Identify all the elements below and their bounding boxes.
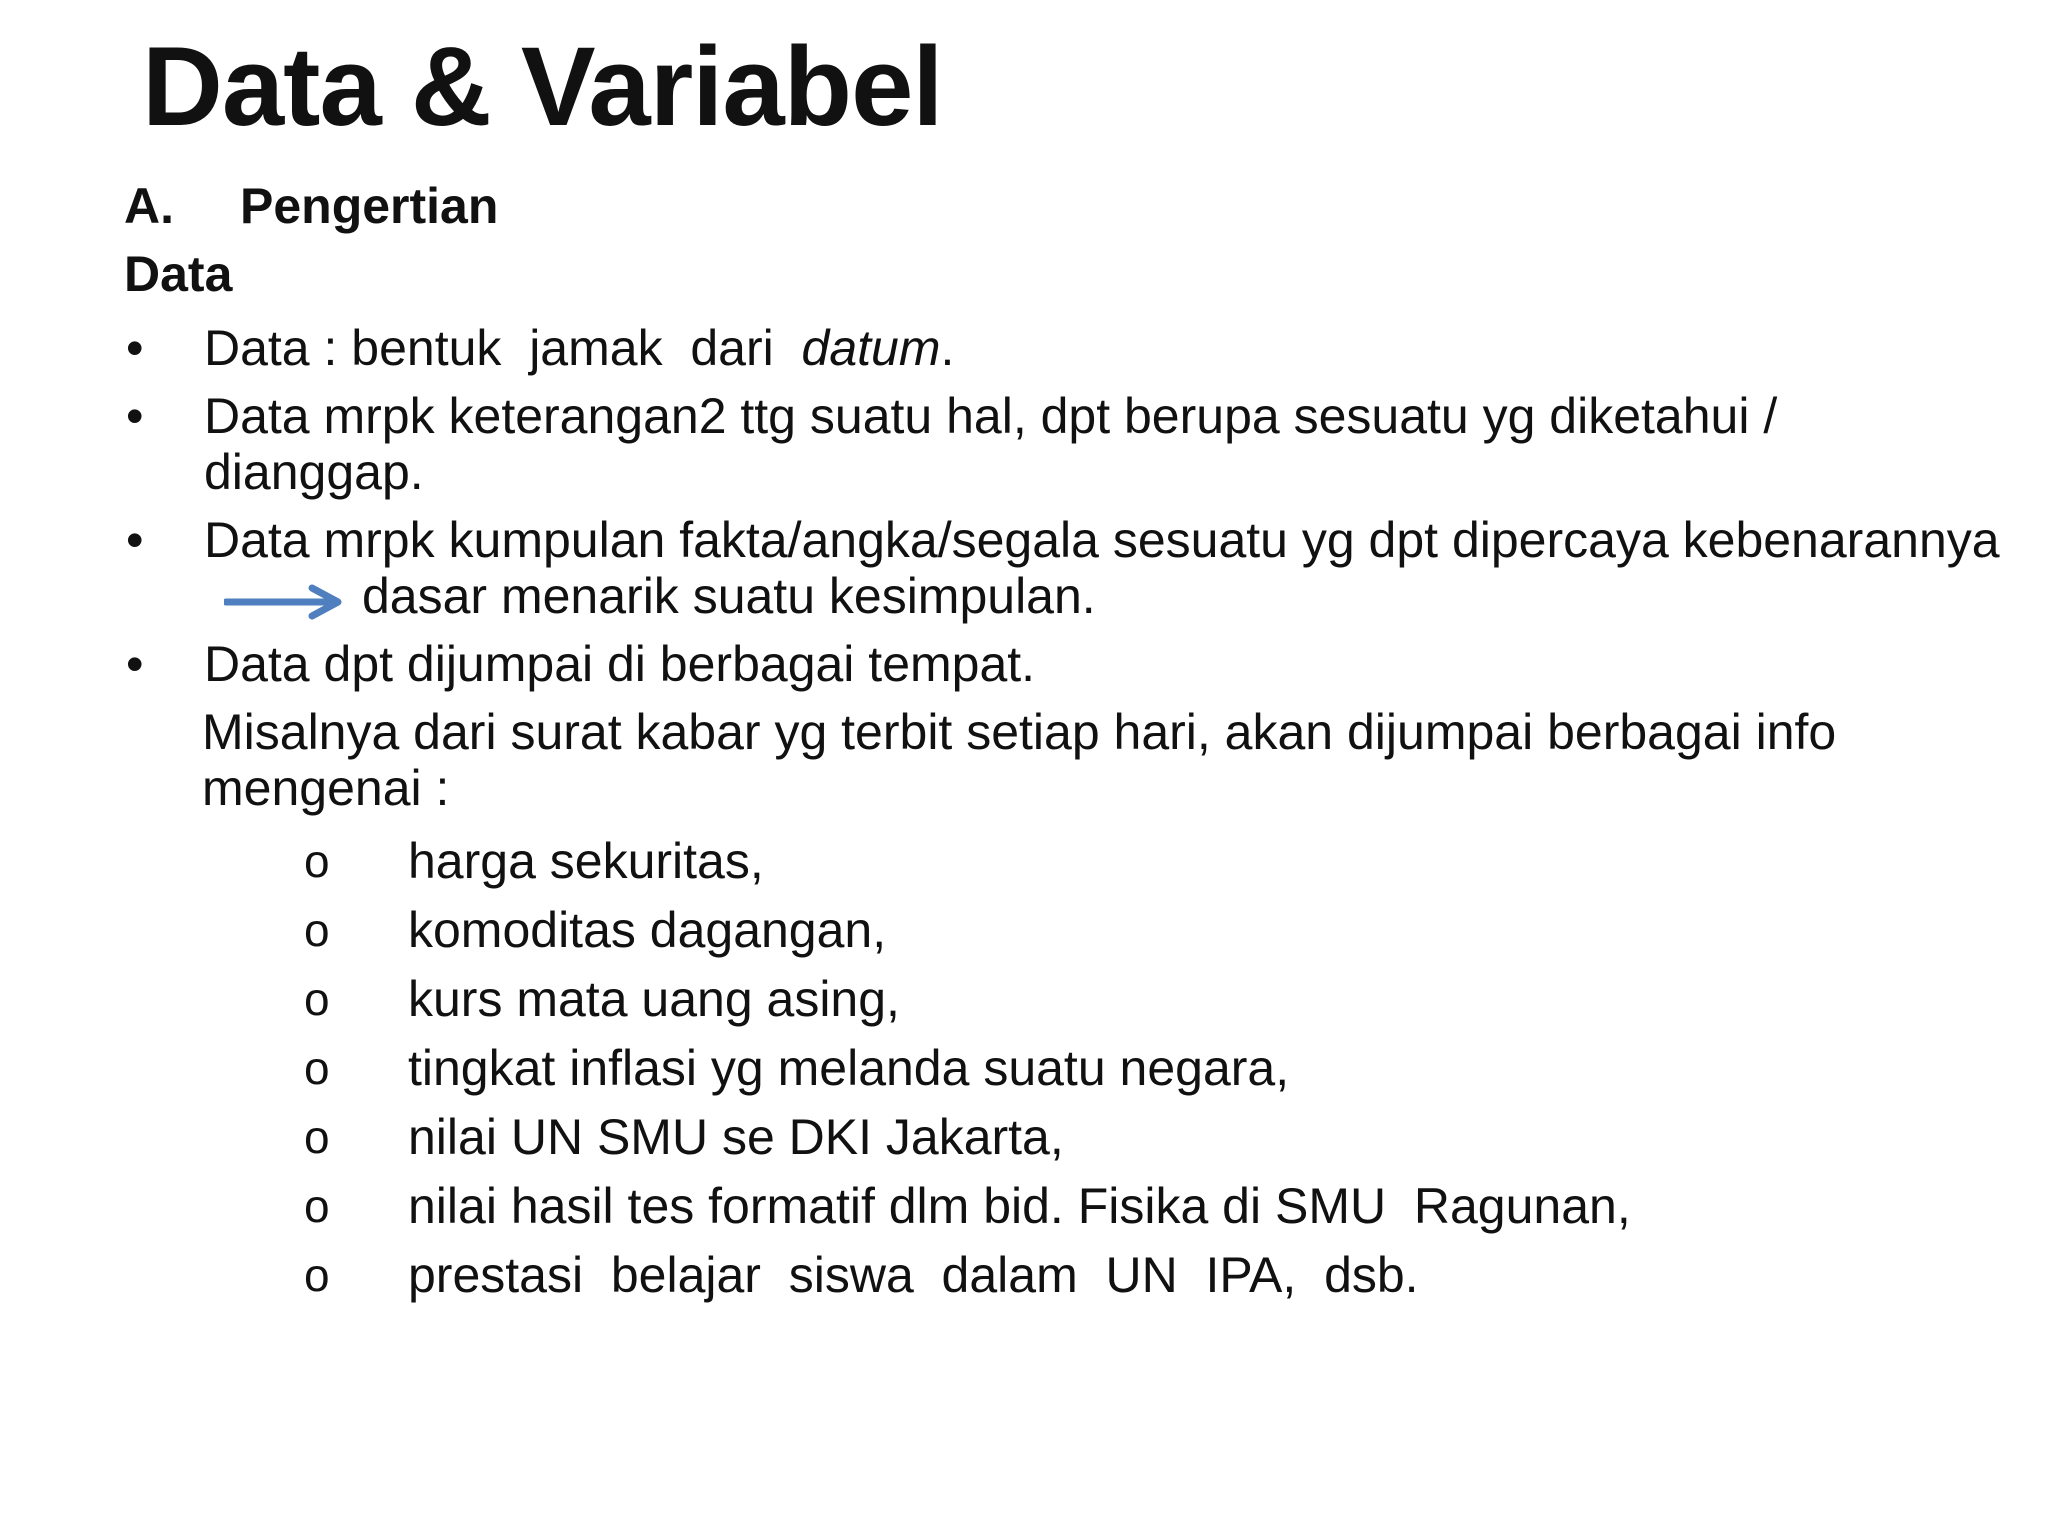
sub-bullet-marker: o: [304, 1041, 330, 1094]
bullet-marker: •: [126, 320, 144, 376]
list-item-text: komoditas dagangan,: [408, 901, 887, 958]
list-item: [124, 1240, 2004, 1309]
list-item-text: kurs mata uang asing,: [408, 970, 900, 1027]
sub-list: [124, 826, 2004, 1309]
list-item: [124, 1102, 2004, 1171]
bullet-item: [124, 636, 2004, 692]
sub-bullet-marker: o: [304, 1248, 330, 1301]
list-item-text: tingkat inflasi yg melanda suatu negara,: [408, 1039, 1290, 1096]
bullet-text-part: Data mrpk kumpulan fakta/angka/segala sesuatu yg dpt dipercaya kebenarannya: [204, 512, 2000, 568]
bullet-marker: •: [126, 512, 144, 568]
sub-bullet-marker: o: [304, 972, 330, 1025]
list-item: [124, 895, 2004, 964]
bullet-italic-term: datum: [801, 320, 941, 376]
section-letter: A.: [124, 178, 174, 234]
bullet-marker: •: [126, 388, 144, 444]
list-item: [124, 1033, 2004, 1102]
right-arrow-icon: [224, 580, 346, 620]
section-heading-text: Pengertian: [240, 178, 499, 234]
bullet-item: [124, 388, 2004, 500]
sub-heading: Data: [124, 246, 233, 302]
list-item-text: harga sekuritas,: [408, 832, 764, 889]
bullet-item: [124, 320, 2004, 376]
bullet-text: Data mrpk keterangan2 ttg suatu hal, dpt berupa sesuatu yg diketahui / dianggap.: [204, 388, 1778, 500]
list-item: [124, 1171, 2004, 1240]
sub-bullet-marker: o: [304, 1110, 330, 1163]
sub-bullet-marker: o: [304, 1179, 330, 1232]
bullet-item: [124, 512, 2004, 624]
continuation-text: Misalnya dari surat kabar yg terbit setiap hari, akan dijumpai berbagai info mengenai :: [202, 704, 1837, 816]
list-item: [124, 964, 2004, 1033]
sub-bullet-marker: o: [304, 903, 330, 956]
bullet-text: Data dpt dijumpai di berbagai tempat.: [204, 636, 1036, 692]
bullet-text: [204, 512, 2004, 624]
bullet-text-part: .: [940, 320, 955, 376]
list-item-text: nilai hasil tes formatif dlm bid. Fisika di SMU Ragunan,: [408, 1177, 1631, 1234]
section-heading: [124, 172, 2004, 240]
bullet-marker: •: [126, 636, 144, 692]
list-item-text: prestasi belajar siswa dalam UN IPA, dsb.: [408, 1246, 1419, 1303]
bullet-text: [204, 320, 2004, 376]
bullet-text-part: Data : bentuk jamak dari: [204, 320, 802, 376]
list-item-text: nilai UN SMU se DKI Jakarta,: [408, 1108, 1064, 1165]
sub-bullet-marker: o: [304, 834, 330, 887]
slide-title: Data & Variabel: [142, 24, 943, 149]
bullet-text-part: dasar menarik suatu kesimpulan.: [362, 568, 1096, 624]
list-item: [124, 826, 2004, 895]
slide-content: [124, 172, 2004, 1309]
